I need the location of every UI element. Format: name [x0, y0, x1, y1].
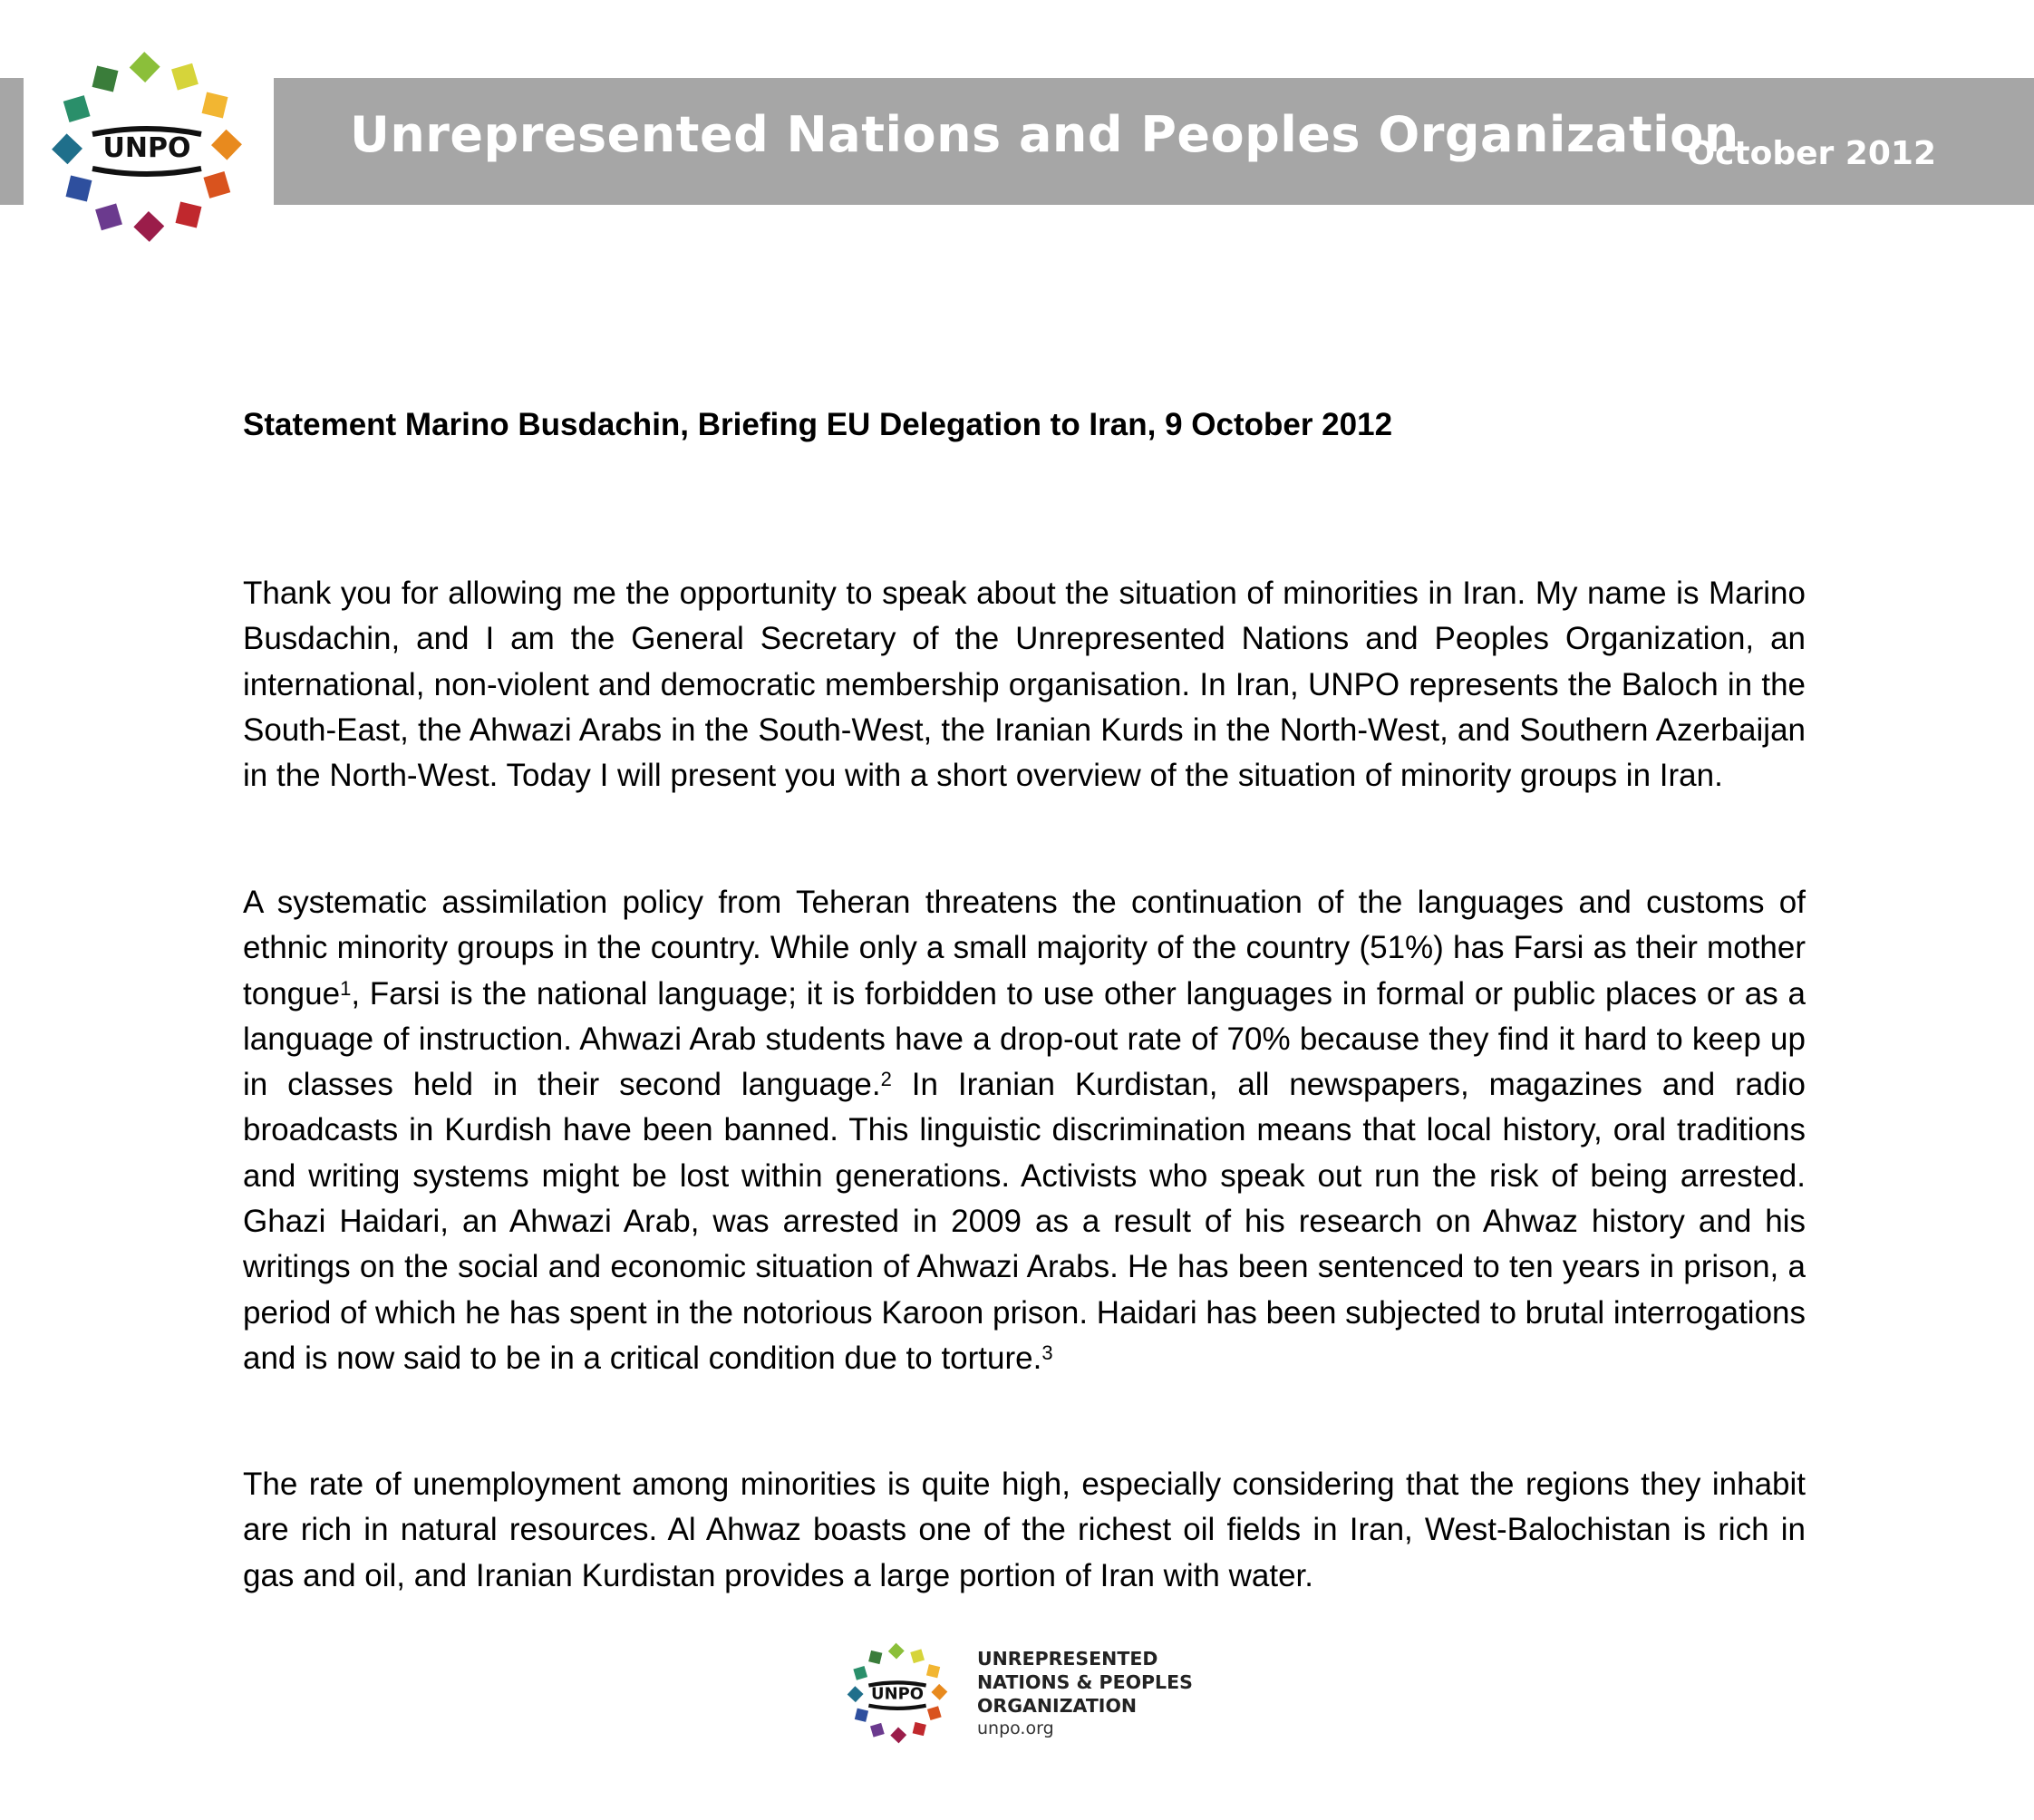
logo-text: UNPO	[102, 132, 191, 164]
footer-url[interactable]: unpo.org	[977, 1718, 1054, 1738]
footer-org-line-2: NATIONS & PEOPLES	[977, 1671, 1193, 1693]
document-title: Statement Marino Busdachin, Briefing EU Delegation to Iran, 9 October 2012	[243, 407, 1393, 442]
footnote-marker-3[interactable]: 3	[1041, 1341, 1053, 1364]
paragraph-1-text: Thank you for allowing me the opportunity to speak about the situation of minorities in Iran. My name is Marino Busdachin, and I am the General Secretary of the Unrepresented Nations and Peoples Organization, an international, non-violent and democratic membership organisation. In Iran, UNPO represents the Baloch in the South-East, the Ahwazi Arabs in the South-West, the Iranian Kurds in the North-West, and Southern Azerbaijan in the North-West. Today I will present you with a short overview of the situation of minority groups in Iran.	[243, 576, 1806, 794]
paragraph-2-text-c: In Iranian Kurdistan, all newspapers, magazines and radio broadcasts in Kurdish have been banned. This linguistic discrimination means that local history, oral traditions and writing systems might be lost within generations. Activists who speak out run the risk of being arrested. Ghazi Haidari, an Ahwazi Arab, was arrested in 2009 as a result of his research on Ahwaz history and his writings on the social and economic situation of Ahwazi Arabs. He has been sentenced to ten years in prison, a period of which he has spent in the notorious Karoon prison. Haidari has been subjected to brutal interrogations and is now said to be in a critical condition due to torture.	[243, 1067, 1806, 1376]
paragraph-2-text-b: , Farsi is the national language; it is forbidden to use other languages in formal or public places or as a language of instruction. Ahwazi Arab students have a drop-out rate of 70% because they find it hard to keep up in classes held in their second language.	[243, 975, 1806, 1103]
footer-org-line-3: ORGANIZATION	[977, 1695, 1138, 1717]
paragraph-2	[243, 880, 1806, 1381]
header-date: October 2012	[1687, 135, 1936, 172]
paragraph-1	[243, 571, 1806, 799]
footnote-marker-1[interactable]: 1	[340, 976, 352, 1000]
footnote-marker-2[interactable]: 2	[880, 1068, 892, 1091]
unpo-logo	[47, 47, 247, 247]
footer-unpo-logo	[845, 1633, 950, 1753]
header-band	[274, 78, 2034, 205]
footer-logo-text: UNPO	[871, 1684, 924, 1704]
footer-org-name	[977, 1647, 1193, 1718]
paragraph-3	[243, 1462, 1806, 1599]
header-left-stub	[0, 78, 24, 205]
org-name: Unrepresented Nations and Peoples Organization	[350, 106, 1739, 163]
paragraph-3-text: The rate of unemployment among minorities is quite high, especially considering that the regions they inhabit are rich in natural resources. Al Ahwaz boasts one of the richest oil fields in Iran, West-Balochistan is rich in gas and oil, and Iranian Kurdistan provides a large portion of Iran with water.	[243, 1467, 1806, 1593]
footer-org-line-1: UNREPRESENTED	[977, 1648, 1158, 1670]
paragraph-2-text-a: A systematic assimilation policy from Teheran threatens the continuation of the languages and customs of ethnic minority groups in the country. While only a small majority of the country (51%) has Farsi as their mother tongue	[243, 885, 1806, 1012]
